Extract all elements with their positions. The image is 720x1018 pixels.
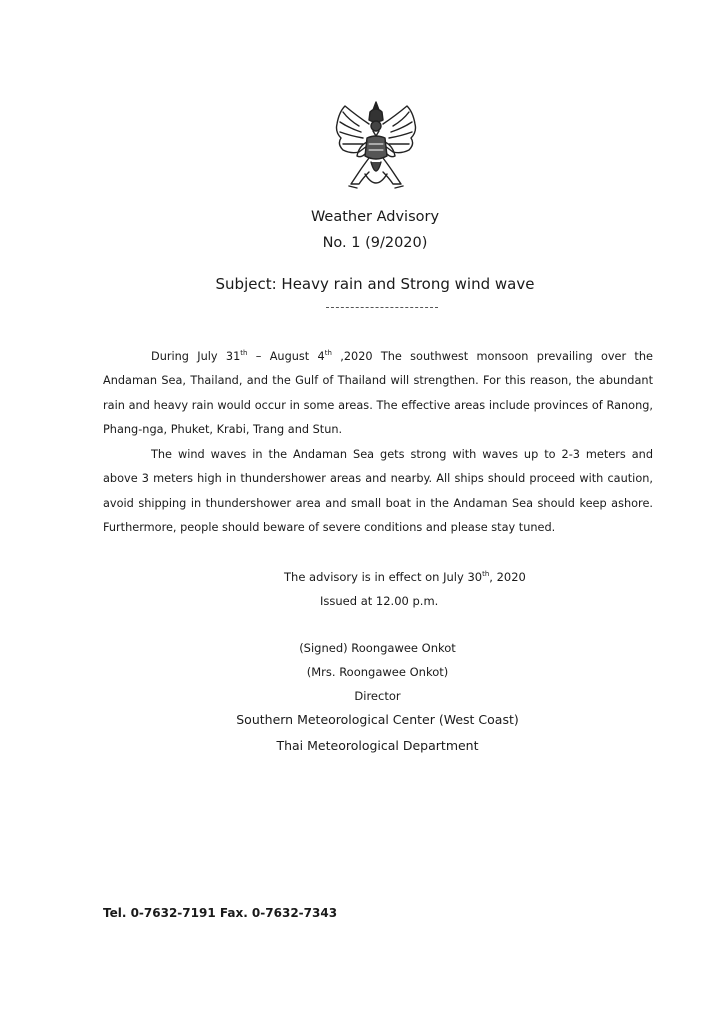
superscript: th: [482, 570, 490, 579]
office-name: Southern Meteorological Center (West Coast): [236, 712, 519, 727]
effective-date: [284, 570, 526, 584]
advisory-number: No. 1 (9/2020): [322, 235, 428, 251]
paragraph-forecast-text-b: – August 4: [247, 350, 325, 363]
document-title: Weather Advisory: [310, 209, 440, 225]
garuda-emblem-icon: [329, 98, 423, 194]
effective-date-text-b: , 2020: [489, 570, 526, 584]
issued-time: Issued at 12.00 p.m.: [320, 594, 439, 608]
subject-heading: Subject: Heavy rain and Strong wind wave: [215, 275, 535, 293]
signed-line: (Signed) Roongawee Onkot: [299, 641, 456, 655]
signatory-position: Director: [354, 689, 401, 703]
paragraph-wind-waves: The wind waves in the Andaman Sea gets strong with waves up to 2-3 meters and above 3 meters high in thundershower areas and nearby. All ships should proceed with caution, avoid shipping in thundershower area and small boat in the Andaman Sea should keep ashore. Furthermore, people should beware of severe conditions and please stay tuned.: [103, 448, 653, 534]
contact-info: Tel. 0-7632-7191 Fax. 0-7632-7343: [103, 906, 338, 920]
department-name: Thai Meteorological Department: [276, 738, 479, 753]
effective-date-text-a: The advisory is in effect on July 30: [284, 570, 483, 584]
paragraph-forecast: [103, 345, 653, 442]
superscript: th: [240, 349, 248, 358]
paragraph-forecast-text-a: During July 31: [151, 350, 241, 363]
superscript: th: [324, 349, 332, 358]
divider: [326, 307, 438, 308]
paragraph-forecast-text-c: ,2020 The southwest monsoon prevailing over the Andaman Sea, Thailand, and the Gulf of Thailand will strengthen. For this reason, the abundant rain and heavy rain would occur in some areas. The effective areas include provinces of Ranong, Phang-nga, Phuket, Krabi, Trang and Stun.: [103, 350, 653, 436]
signatory-name: (Mrs. Roongawee Onkot): [306, 665, 449, 679]
